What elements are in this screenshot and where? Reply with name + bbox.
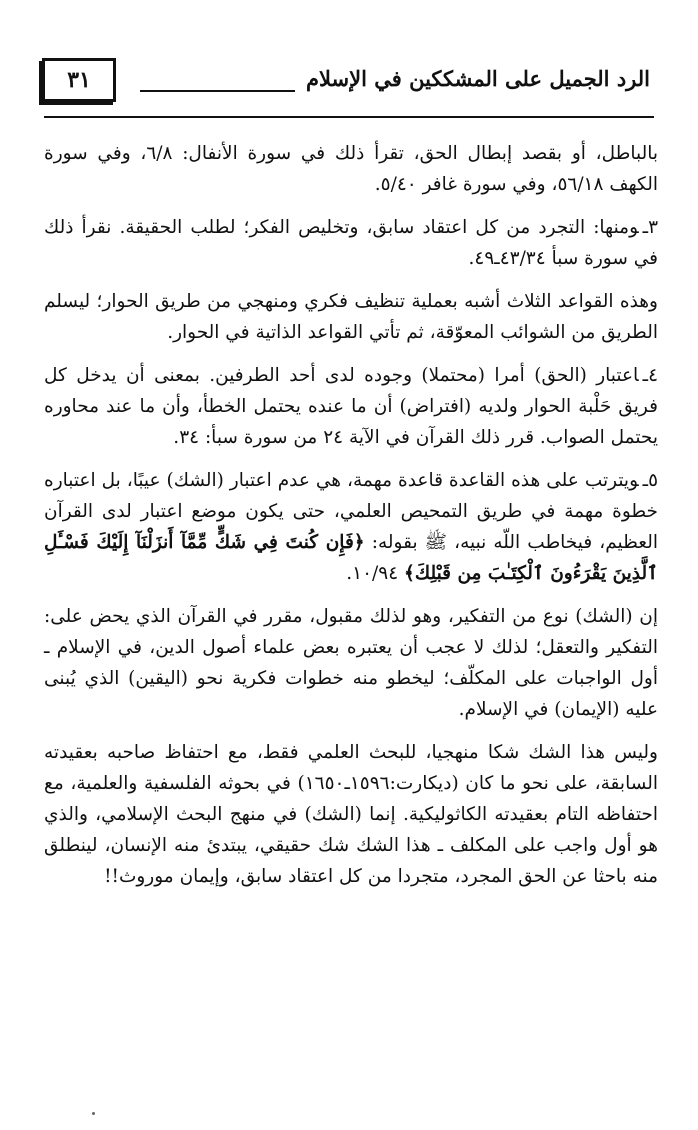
paragraph-6: [44, 601, 658, 725]
paragraph-5: [44, 465, 658, 589]
paragraph-4: [44, 360, 658, 453]
header-divider: [44, 116, 654, 118]
paragraph-7: [44, 737, 658, 892]
paragraph-text: وهذه القواعد الثلاث أشبه بعملية تنظيف فكري ومنهجي من طريق الحوار؛ ليسلم الطريق من الشوائب المعوّقة، ثم تأتي القواعد الذاتية في الحوار.: [44, 291, 658, 343]
paragraph-3: [44, 286, 658, 348]
paragraph-text: ويترتب على هذه القاعدة قاعدة مهمة، هي عدم اعتبار (الشك) عيبًا، بل اعتباره خطوة مهمة في طريق التمحيص العلمي، حتى يكون موضع اعتبار لدى القرآن العظيم، فيخاطب اللّه نبيه، ﷺ بقوله:: [44, 470, 659, 553]
list-number: ٤ـ: [642, 365, 658, 386]
page-number-box: [42, 58, 116, 102]
list-number: ٣ـ: [642, 217, 658, 238]
paragraph-text: إن (الشك) نوع من التفكير، وهو لذلك مقبول، مقرر في القرآن الذي يحض على: التفكير والتعقل؛ لذلك لا عجب أن يعتبره بعض علماء أصول الدين، في الإسلام ـ أول الواجبات على المكلّف؛ ليخطو منه خطوات فكرية نحو (اليقين) الذي يُبنى عليه (الإيمان) في الإسلام.: [44, 606, 658, 720]
paragraph-2: [44, 212, 658, 274]
paragraph-text: بالباطل، أو بقصد إبطال الحق، تقرأ ذلك في سورة الأنفال: ٦/٨، وفي سورة الكهف ٥٦/١٨، وفي سورة غافر ٥/٤٠.: [44, 143, 658, 195]
scan-speck: [92, 1112, 95, 1115]
paragraph-text: اعتبار (الحق) أمرا (محتملا) وجوده لدى أحد الطرفين. بمعنى أن يدخل كل فريق حَلْبة الحوار ولديه (افتراض) أن ما عنده يحتمل الخطأ، وأن ما عند محاوره يحتمل الصواب. قرر ذلك القرآن في الآية ٢٤ من سورة سبأ: ٣٤.: [44, 365, 658, 448]
paragraph-text: ومنها: التجرد من كل اعتقاد سابق، وتخليص الفكر؛ لطلب الحقيقة. نقرأ ذلك في سورة سبأ ٤٣/٣٤ـ٤٩.: [44, 217, 658, 269]
page-number: ٣١: [67, 67, 91, 93]
verse-reference: ١٠/٩٤.: [346, 563, 399, 584]
quran-verse: ﴿فَإِن كُنتَ فِي شَكٍّ مِّمَّآ أَنزَلْنَآ إِلَيْكَ فَسْـَٔلِ ٱلَّذِينَ يَقْرَءُونَ ٱلْكِتَـٰبَ مِن قَبْلِكَ﴾: [44, 532, 658, 584]
page-body: [44, 138, 658, 904]
list-number: ٥ـ: [642, 470, 658, 491]
running-header-title: الرد الجميل على المشككين في الإسلام: [306, 66, 650, 91]
header-rule: [140, 90, 295, 92]
paragraph-1: [44, 138, 658, 200]
paragraph-text: وليس هذا الشك شكا منهجيا، للبحث العلمي فقط، مع احتفاظ صاحبه بعقيدته السابقة، على نحو ما كان (ديكارت:١٥٩٦ـ١٦٥٠) في بحوثه الفلسفية والعلمية، مع احتفاظه التام بعقيدته الكاثوليكية. إنما (الشك) في منهج البحث الإسلامي، والذي هو أول واجب على المكلف ـ هذا الشك شك حقيقي، يبتدئ منه الإنسان، لينطلق منه باحثا عن الحق المجرد، متجردا من كل اعتقاد سابق، وإيمان موروث!!: [44, 742, 658, 887]
